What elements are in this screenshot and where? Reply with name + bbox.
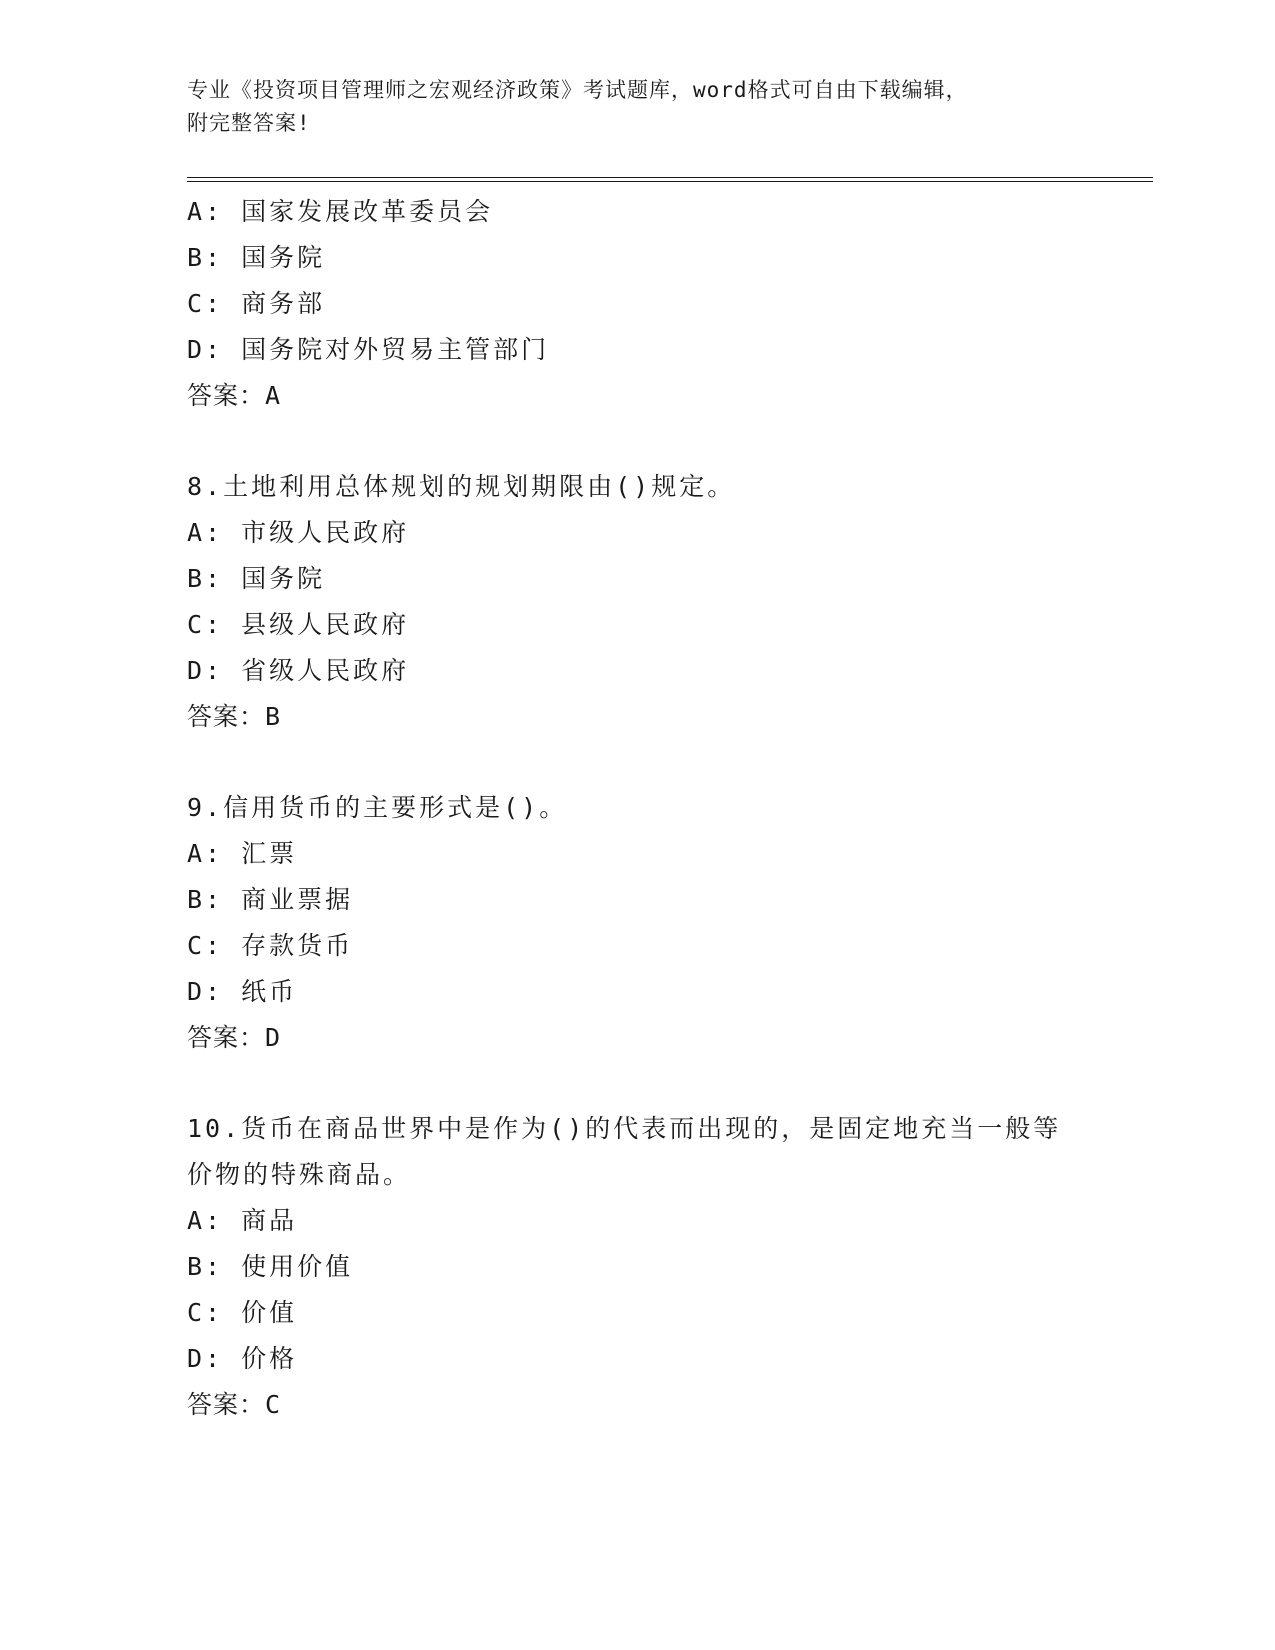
option-c: C: 价值 xyxy=(187,1298,298,1327)
option-d: D: 省级人民政府 xyxy=(187,656,410,685)
option-c: C: 县级人民政府 xyxy=(187,610,410,639)
question-list xyxy=(187,189,1087,1428)
header-line-2: 附完整答案! xyxy=(187,111,311,135)
option-b: B: 国务院 xyxy=(187,564,326,593)
question-text-continued: 价物的特殊商品。 xyxy=(187,1160,412,1189)
question-block-7 xyxy=(187,189,1087,419)
question-block-9 xyxy=(187,785,1087,1061)
question-block-8 xyxy=(187,464,1087,740)
option-d: D: 国务院对外贸易主管部门 xyxy=(187,335,550,364)
option-b: B: 使用价值 xyxy=(187,1252,354,1281)
header-divider-bottom xyxy=(187,181,1153,182)
option-c: C: 商务部 xyxy=(187,289,326,318)
option-c: C: 存款货币 xyxy=(187,931,354,960)
option-d: D: 纸币 xyxy=(187,977,298,1006)
answer-line: 答案：B xyxy=(187,702,282,731)
header-line-1: 专业《投资项目管理师之宏观经济政策》考试题库，word格式可自由下载编辑， xyxy=(187,78,968,102)
option-b: B: 国务院 xyxy=(187,243,326,272)
document-header xyxy=(187,74,1087,140)
option-a: A: 汇票 xyxy=(187,839,298,868)
option-a: A: 国家发展改革委员会 xyxy=(187,197,494,226)
option-d: D: 价格 xyxy=(187,1344,298,1373)
question-block-10 xyxy=(187,1106,1087,1428)
question-text: 10.货币在商品世界中是作为()的代表而出现的，是固定地充当一般等 xyxy=(187,1114,1062,1143)
question-text: 8.土地利用总体规划的规划期限由()规定。 xyxy=(187,472,736,501)
header-divider-top xyxy=(187,177,1153,178)
question-text: 9.信用货币的主要形式是()。 xyxy=(187,793,568,822)
option-b: B: 商业票据 xyxy=(187,885,354,914)
answer-line: 答案：D xyxy=(187,1023,282,1052)
option-a: A: 商品 xyxy=(187,1206,298,1235)
answer-line: 答案：A xyxy=(187,381,282,410)
option-a: A: 市级人民政府 xyxy=(187,518,410,547)
answer-line: 答案：C xyxy=(187,1390,282,1419)
